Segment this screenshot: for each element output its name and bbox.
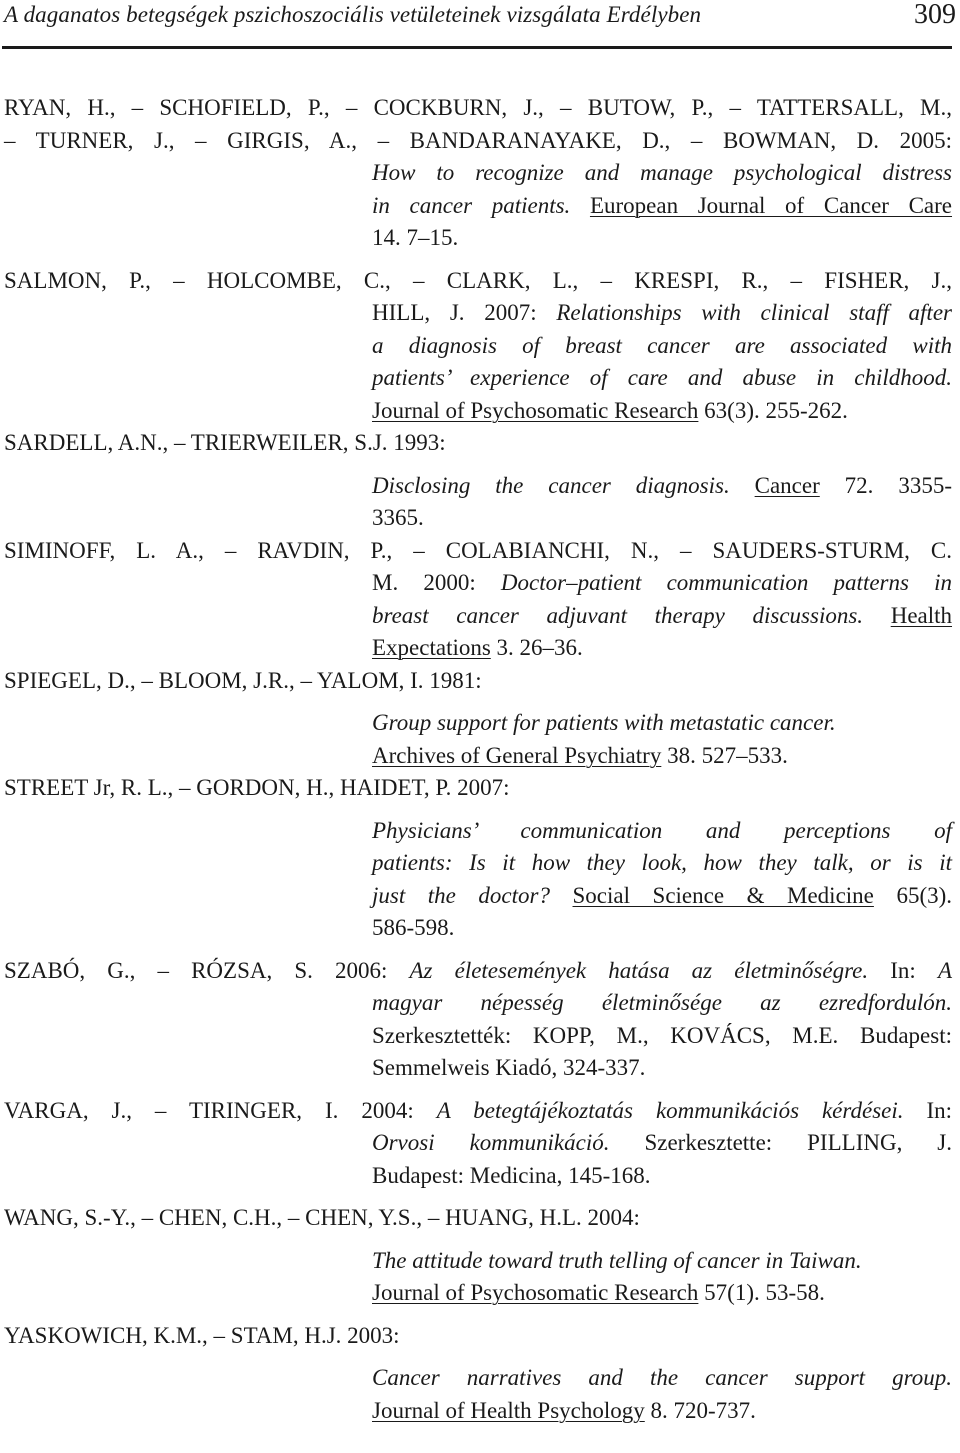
article-title: patients’ experience of care and abuse in childhood.	[372, 365, 952, 390]
article-title: Doctor–patient communication patterns in	[500, 570, 952, 595]
reference-list	[4, 92, 952, 1427]
reference-salmon-2007	[4, 265, 952, 428]
citation: 14. 7–15.	[372, 225, 459, 250]
reference-ryan-2005	[4, 92, 952, 255]
citation: 586-598.	[372, 915, 455, 940]
journal-name: Archives of General Psychiatry	[372, 742, 662, 768]
book-title: Orvosi kommunikáció.	[372, 1130, 610, 1155]
article-title: Physicians’ communication and perceptions of	[372, 817, 952, 843]
reference-yaskowich-2003	[4, 1320, 952, 1428]
reference-wang-2004	[4, 1202, 952, 1310]
publisher: Semmelweis Kiadó, 324-337.	[372, 1055, 646, 1080]
authors-line: SZABÓ, G., – RÓZSA, S. 2006:	[4, 957, 388, 983]
editors: Szerkesztette: PILLING, J.	[644, 1130, 952, 1155]
in-label: In:	[890, 957, 916, 983]
journal-name: European Journal of Cancer Care	[589, 192, 953, 218]
article-title: The attitude toward truth telling of cancer in Taiwan.	[372, 1247, 862, 1273]
article-title: breast cancer adjuvant therapy discussions.	[372, 602, 864, 628]
reference-siminoff-2000	[4, 535, 952, 665]
authors-line: YASKOWICH, K.M., – STAM, H.J. 2003:	[4, 1322, 400, 1348]
reference-street-2007	[4, 772, 952, 945]
journal-name: Journal of Psychosomatic Research	[372, 1280, 699, 1305]
running-header	[4, 0, 956, 44]
publisher: Budapest: Medicina, 145-168.	[372, 1162, 651, 1188]
article-title: A betegtájékoztatás kommunikációs kérdései.	[436, 1097, 904, 1123]
citation: 38. 527–533.	[667, 742, 788, 768]
citation: 65(3).	[896, 882, 953, 908]
authors-line: RYAN, H., – SCHOFIELD, P., – COCKBURN, J., – BUTOW, P., – TATTERSALL, M.,	[4, 95, 952, 120]
authors-line: – TURNER, J., – GIRGIS, A., – BANDARANAYAKE, D., – BOWMAN, D. 2005:	[4, 127, 952, 153]
authors-line: SALMON, P., – HOLCOMBE, C., – CLARK, L., – KRESPI, R., – FISHER, J.,	[4, 267, 952, 293]
citation: 72. 3355-	[844, 472, 952, 498]
authors-line: STREET Jr, R. L., – GORDON, H., HAIDET, P. 2007:	[4, 775, 510, 800]
authors-line: SIMINOFF, L. A., – RAVDIN, P., – COLABIANCHI, N., – SAUDERS-STURM, C.	[4, 537, 952, 563]
running-title: A daganatos betegségek pszichoszociális vetületeinek vizsgálata Erdélyben	[4, 2, 702, 27]
journal-name: Social Science & Medicine	[572, 882, 874, 908]
article-title: How to recognize and manage psychological distress	[372, 160, 952, 185]
authors-line: SARDELL, A.N., – TRIERWEILER, S.J. 1993:	[4, 430, 446, 455]
journal-name: Journal of Psychosomatic Research	[372, 397, 699, 423]
reference-varga-2004	[4, 1095, 952, 1193]
citation: 3. 26–36.	[496, 635, 583, 660]
citation: 63(3). 255-262.	[704, 397, 848, 423]
article-title: just the doctor?	[372, 882, 550, 908]
reference-spiegel-1981	[4, 665, 952, 773]
article-title: in cancer patients.	[372, 192, 571, 218]
article-title: Disclosing the cancer diagnosis.	[372, 472, 730, 498]
authors-line: M. 2000:	[372, 570, 476, 595]
reference-sardell-1993	[4, 427, 952, 535]
page-number: 309	[914, 0, 956, 30]
citation: 57(1). 53-58.	[704, 1280, 825, 1305]
book-title: magyar népesség életminősége az ezredfordulón.	[372, 990, 952, 1015]
citation: 3365.	[372, 505, 424, 530]
authors-line: SPIEGEL, D., – BLOOM, J.R., – YALOM, I. 1981:	[4, 667, 482, 693]
in-label: In:	[926, 1097, 953, 1123]
editors: Szerkesztették: KOPP, M., KOVÁCS, M.E. Budapest:	[372, 1022, 952, 1048]
reference-szabo-2006	[4, 955, 952, 1085]
header-rule	[2, 46, 952, 49]
citation: 8. 720-737.	[650, 1397, 756, 1423]
article-title: Cancer narratives and the cancer support group.	[372, 1365, 952, 1390]
journal-name: Cancer	[754, 472, 820, 498]
journal-name: Expectations	[372, 635, 491, 660]
authors-line: VARGA, J., – TIRINGER, I. 2004:	[4, 1097, 414, 1123]
journal-name: Journal of Health Psychology	[372, 1397, 645, 1423]
article-title: Relationships with clinical staff after	[556, 300, 952, 325]
journal-name: Health	[890, 602, 953, 628]
article-title: Az életesemények hatása az életminőségre.	[409, 957, 869, 983]
article-title: Group support for patients with metastatic cancer.	[372, 710, 836, 735]
authors-line: WANG, S.-Y., – CHEN, C.H., – CHEN, Y.S., – HUANG, H.L. 2004:	[4, 1205, 640, 1230]
book-title: A	[937, 957, 952, 983]
authors-line: HILL, J. 2007:	[372, 300, 537, 325]
article-title: patients: Is it how they look, how they talk, or is it	[372, 850, 952, 875]
article-title: a diagnosis of breast cancer are associated with	[372, 332, 952, 358]
